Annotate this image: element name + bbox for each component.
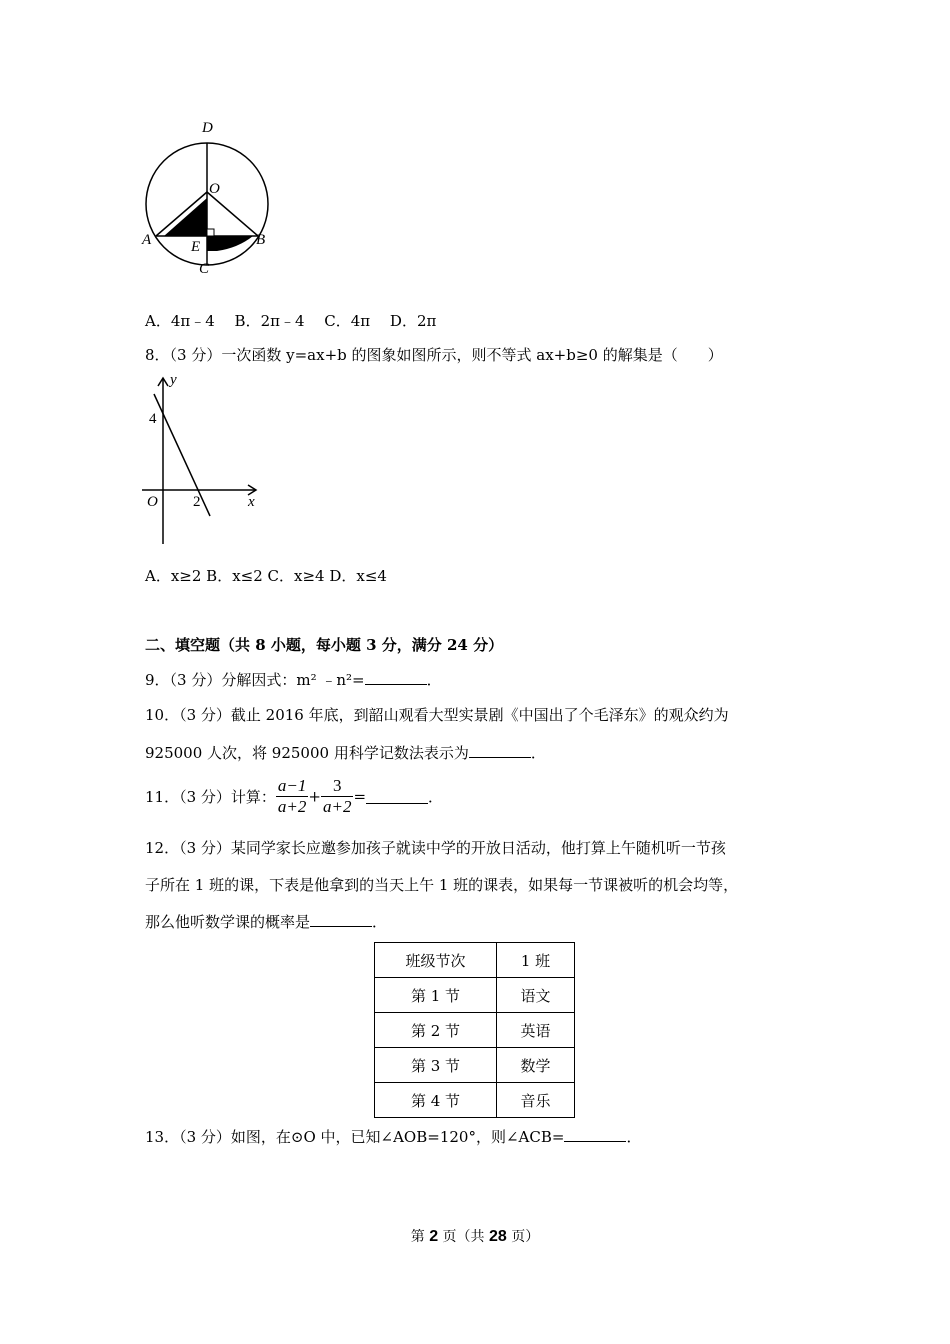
q13-question: 13．（3 分）如图，在⊙O 中，已知∠AOB=120°，则∠ACB= ．: [145, 1128, 642, 1146]
x-axis-label: x: [248, 494, 255, 510]
shaded-left: [164, 198, 207, 236]
q11-question: 11．（3 分）计算： $\frac{a-1}{a+2}$ + $\frac{3}{a+2}$ = ．: [145, 776, 444, 816]
origin-label: O: [147, 494, 158, 510]
label-d: D: [202, 120, 213, 136]
table-cell: 数学: [497, 1048, 575, 1083]
q7-options: A．4π﹣4 B．2π﹣4 C．4π D．2π: [145, 312, 437, 330]
q10-line1: 10．（3 分）截止 2016 年底，到韶山观看大型实景剧《中国出了个毛泽东》的观众约为: [145, 706, 729, 724]
answer-blank: [564, 1127, 626, 1142]
circle-figure: [138, 116, 273, 278]
table-cell: 第 3 节: [375, 1048, 497, 1083]
table-row: [375, 1013, 575, 1048]
q10-line2: 925000 人次，将 925000 用科学记数法表示为 ．: [145, 744, 546, 762]
fraction-1: $\frac{a-1}{a+2}$: [277, 776, 307, 816]
table-cell: 英语: [497, 1013, 575, 1048]
label-o: O: [209, 181, 220, 197]
answer-blank: [365, 670, 427, 685]
q8-question: 8．（3 分）一次函数 y=ax+b 的图象如图所示，则不等式 ax+b≥0 的解集是（ ）: [145, 346, 723, 364]
radius-ob: [207, 192, 258, 236]
answer-blank: [366, 789, 428, 804]
table-cell: 1 班: [497, 943, 575, 978]
right-angle-mark: [207, 229, 214, 236]
x-intercept-label: 2: [193, 494, 201, 510]
q12-line2: 子所在 1 班的课，下表是他拿到的当天上午 1 班的课表，如果每一节课被听的机会均等，: [145, 876, 739, 894]
page-footer: 第 2 页（共 28 页）: [410, 1228, 540, 1245]
table-cell: 音乐: [497, 1083, 575, 1118]
q12-line3: 那么他听数学课的概率是 ．: [145, 913, 388, 931]
table-cell: 第 4 节: [375, 1083, 497, 1118]
shaded-right: [207, 236, 253, 251]
section2-title: 二、填空题（共 8 小题，每小题 3 分，满分 24 分）: [145, 636, 504, 654]
q8-options: A．x≥2 B．x≤2 C．x≥4 D．x≤4: [145, 567, 387, 585]
table-header-row: [375, 943, 575, 978]
table-cell: 第 2 节: [375, 1013, 497, 1048]
q9-question: 9．（3 分）分解因式：m² ﹣n²= ．: [145, 671, 442, 689]
table-cell: 班级节次: [375, 943, 497, 978]
fraction-2: $\frac{3}{a+2}$: [322, 776, 352, 816]
answer-blank: [310, 912, 372, 927]
q12-line1: 12．（3 分）某同学家长应邀参加孩子就读中学的开放日活动，他打算上午随机听一节孩: [145, 839, 726, 857]
total-pages: 28: [489, 1228, 507, 1245]
linear-graph: [140, 368, 270, 548]
label-e: E: [191, 239, 201, 255]
answer-blank: [469, 743, 531, 758]
table-row: [375, 1083, 575, 1118]
label-b: B: [256, 232, 266, 248]
table-row: [375, 978, 575, 1013]
y-axis-label: y: [170, 372, 177, 388]
class-schedule-table: [374, 942, 575, 1118]
page-number: 2: [429, 1228, 439, 1245]
table-row: [375, 1048, 575, 1083]
y-intercept-label: 4: [149, 411, 157, 427]
table-cell: 第 1 节: [375, 978, 497, 1013]
table-cell: 语文: [497, 978, 575, 1013]
label-a: A: [142, 232, 152, 248]
label-c: C: [199, 261, 210, 277]
